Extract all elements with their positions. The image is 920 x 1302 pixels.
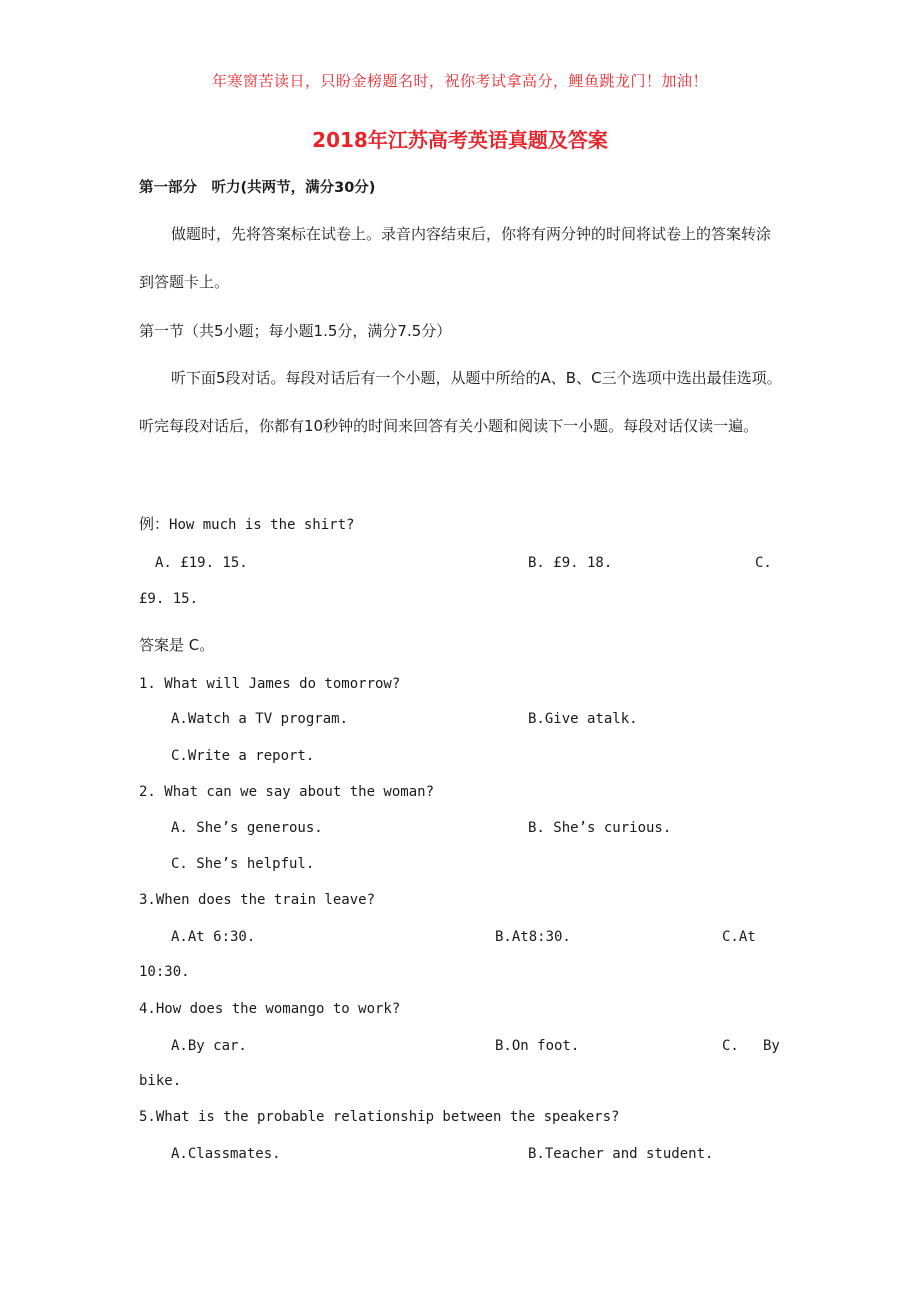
part1-heading: 第一部分 听力(共两节，满分30分) [139,180,376,196]
example-label: 例： [139,515,170,533]
question-3: 3.When does the train leave? [139,892,376,908]
question-2-option-b: B. She’s curious. [528,820,672,836]
question-5-option-a: A.Classmates. [171,1146,281,1162]
banner-motto: 年寒窗苦读日，只盼金榜题名时，祝你考试拿高分，鲤鱼跳龙门！加油！ [211,72,708,90]
question-4: 4.How does the womango to work? [139,1001,401,1017]
question-2: 2. What can we say about the woman? [139,784,435,800]
question-5: 5.What is the probable relationship between the speakers? [139,1109,620,1125]
question-3-option-b: B.At8:30. [495,929,571,945]
question-1: 1. What will James do tomorrow? [139,676,401,692]
example-question-line [139,513,354,534]
question-1-option-b: B.Give atalk. [528,711,638,727]
question-4-option-c-label2: By [763,1038,780,1054]
question-2-option-c: C. She’s helpful. [171,856,315,872]
example-answer: 答案是 C。 [139,636,215,654]
question-1-option-c: C.Write a report. [171,748,315,764]
question-4-option-a: A.By car. [171,1038,247,1054]
question-4-option-c-text: bike. [139,1073,182,1089]
page-title: 2018年江苏高考英语真题及答案 [312,128,608,152]
question-4-option-c-label: C. [722,1038,739,1054]
section1-heading: 第一节（共5小题；每小题1.5分，满分7.5分） [139,322,452,340]
question-1-option-a: A.Watch a TV program. [171,711,349,727]
part1-instruction: 做题时，先将答案标在试卷上。录音内容结束后，你将有两分钟的时间将试卷上的答案转涂到答题卡上。 [139,225,772,291]
example-question: How much is the shirt? [169,517,355,533]
question-4-option-b: B.On foot. [495,1038,580,1054]
example-option-c-label: C. [755,555,772,571]
example-option-b: B. £9. 18. [528,555,613,571]
example-option-c-text: £9. 15. [139,591,199,607]
section1-instruction: 听下面5段对话。每段对话后有一个小题，从题中所给的A、B、C三个选项中选出最佳选项。听完每段对话后，你都有10秒钟的时间来回答有关小题和阅读下一小题。每段对话仅读一遍。 [139,369,782,435]
question-2-option-a: A. She’s generous. [171,820,323,836]
example-option-a: A. £19. 15. [155,555,248,571]
question-3-option-c-label: C.At [722,929,756,945]
question-5-option-b: B.Teacher and student. [528,1146,714,1162]
question-3-option-a: A.At 6:30. [171,929,256,945]
question-3-option-c-text: 10:30. [139,964,190,980]
